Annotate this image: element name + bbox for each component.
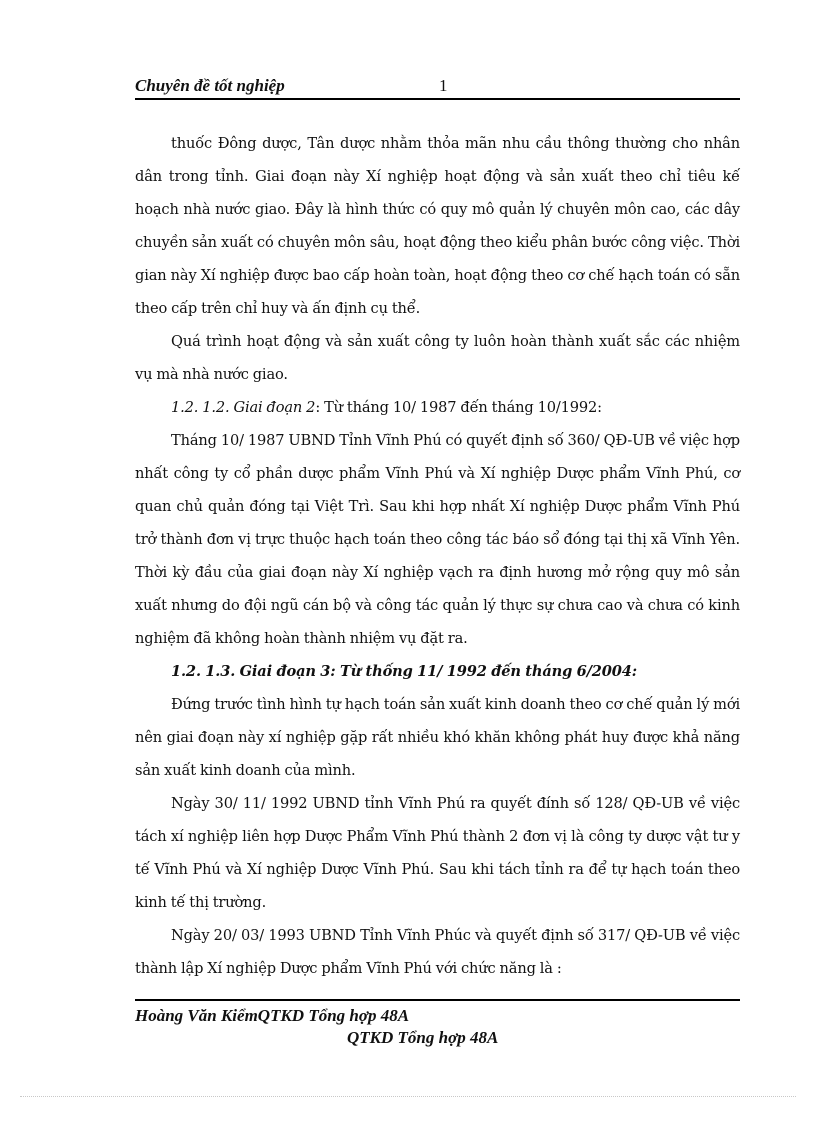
paragraph-1: thuốc Đông dược, Tân dược nhằm thỏa mãn nhu cầu thông thường cho nhân dân trong tỉnh. Giai đoạn này Xí nghiệp hoạt động và sản xuất theo chỉ tiêu kế hoạch nhà nước giao. Đây là hình thức có quy mô quản lý chuyên môn cao, các dây chuyền sản xuất có chuyên môn sâu, hoạt động theo kiểu phân bước công việc. Thời gian này Xí nghiệp được bao cấp hoàn toàn, hoạt động theo cơ chế hạch toán có sẵn theo cấp trên chỉ huy và ấn định cụ thể.: [135, 135, 740, 317]
page-bottom-divider: [20, 1096, 796, 1097]
paragraph-4: Đứng trước tình hình tự hạch toán sản xuất kinh doanh theo cơ chế quản lý mới nên giai đoạn này xí nghiệp gặp rất nhiều khó khăn không phát huy được khả năng sản xuất kinh doanh của mình.: [135, 696, 740, 779]
document-body: [135, 127, 740, 985]
section-heading-2: [135, 391, 740, 424]
page-number: 1: [439, 76, 448, 95]
footer-author: Hoàng Văn KiểmQTKD Tổng hợp 48A: [135, 1006, 410, 1025]
paragraph-2: Quá trình hoạt động và sản xuất công ty luôn hoàn thành xuất sắc các nhiệm vụ mà nhà nước giao.: [135, 333, 740, 383]
paragraph-3: Tháng 10/ 1987 UBND Tỉnh Vĩnh Phú có quyết định số 360/ QĐ-UB về việc hợp nhất công ty cổ phần dược phẩm Vĩnh Phú và Xí nghiệp Dược phẩm Vĩnh Phú, cơ quan chủ quản đóng tại Việt Trì. Sau khi hợp nhất Xí nghiệp Dược phẩm Vĩnh Phú trở thành đơn vị trực thuộc hạch toán theo công tác báo sổ đóng tại thị xã Vĩnh Yên. Thời kỳ đầu của giai đoạn này Xí nghiệp vạch ra định hương mở rộng quy mô sản xuất nhưng do đội ngũ cán bộ và công tác quản lý thực sự chưa cao và chưa có kinh nghiệm đã không hoàn thành nhiệm vụ đặt ra.: [135, 432, 740, 647]
footer-divider: [135, 999, 740, 1001]
section-heading-3: 1.2. 1.3. Giai đoạn 3: Từ thống 11/ 1992 đến tháng 6/2004:: [171, 663, 638, 680]
paragraph-6: Ngày 20/ 03/ 1993 UBND Tỉnh Vĩnh Phúc và quyết định số 317/ QĐ-UB về việc thành lập Xí nghiệp Dược phẩm Vĩnh Phú với chức năng là :: [135, 927, 740, 977]
document-title: Chuyên đề tốt nghiệp: [135, 76, 285, 95]
page-header: [135, 76, 740, 100]
section-heading-2-label: 1.2. 1.2. Giai đoạn 2: [171, 399, 316, 416]
footer-class: QTKD Tổng hợp 48A: [347, 1028, 499, 1047]
paragraph-5: Ngày 30/ 11/ 1992 UBND tỉnh Vĩnh Phú ra quyết đính số 128/ QĐ-UB về việc tách xí nghiệp liên hợp Dược Phẩm Vĩnh Phú thành 2 đơn vị là công ty dược vật tư y tế Vĩnh Phú và Xí nghiệp Dược Vĩnh Phú. Sau khi tách tỉnh ra để tự hạch toán theo kinh tế thị trường.: [135, 795, 740, 911]
section-heading-2-text: : Từ tháng 10/ 1987 đến tháng 10/1992:: [315, 399, 602, 416]
